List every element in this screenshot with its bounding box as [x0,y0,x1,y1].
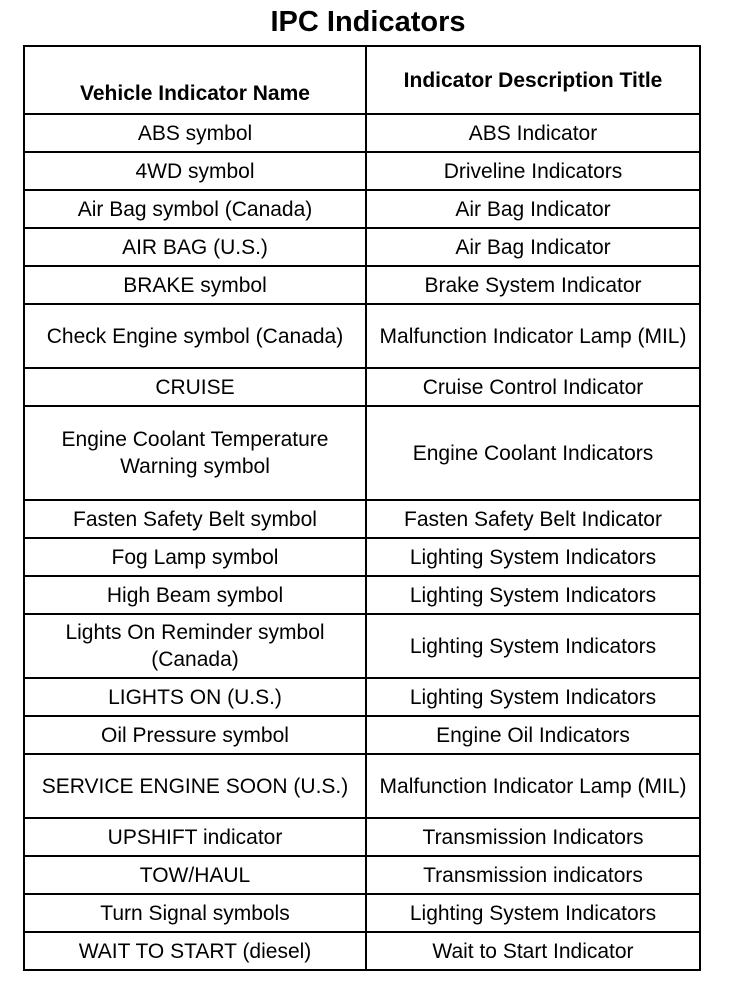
table-row [24,894,700,932]
table-row [24,152,700,190]
table-row [24,114,700,152]
indicator-description-cell: Transmission Indicators [366,818,700,856]
indicator-description-cell: Lighting System Indicators [366,894,700,932]
indicator-name-cell: ABS symbol [24,114,366,152]
indicator-description-cell: Lighting System Indicators [366,538,700,576]
column-header-indicator-name: Vehicle Indicator Name [24,46,366,114]
indicator-description-cell: Engine Coolant Indicators [366,406,700,500]
indicator-description-cell: Fasten Safety Belt Indicator [366,500,700,538]
indicator-name-cell: Fasten Safety Belt symbol [24,500,366,538]
indicator-name-cell: BRAKE symbol [24,266,366,304]
column-header-description-title: Indicator Description Title [366,46,700,114]
ipc-indicators-table [23,45,701,971]
indicator-name-cell: UPSHIFT indicator [24,818,366,856]
table-row [24,266,700,304]
indicator-name-cell: WAIT TO START (diesel) [24,932,366,970]
indicator-name-cell: CRUISE [24,368,366,406]
indicator-description-cell: Malfunction Indicator Lamp (MIL) [366,304,700,368]
table-row [24,818,700,856]
indicator-name-cell: AIR BAG (U.S.) [24,228,366,266]
indicator-description-cell: ABS Indicator [366,114,700,152]
table-header-row [24,46,700,114]
indicator-description-cell: Engine Oil Indicators [366,716,700,754]
table-row [24,228,700,266]
table-row [24,500,700,538]
indicator-name-cell: Air Bag symbol (Canada) [24,190,366,228]
table-row [24,716,700,754]
indicator-name-cell: Lights On Reminder symbol (Canada) [24,614,366,678]
indicator-description-cell: Wait to Start Indicator [366,932,700,970]
indicator-description-cell: Malfunction Indicator Lamp (MIL) [366,754,700,818]
table-row [24,190,700,228]
indicator-name-cell: High Beam symbol [24,576,366,614]
indicator-description-cell: Air Bag Indicator [366,190,700,228]
indicator-description-cell: Lighting System Indicators [366,614,700,678]
indicator-description-cell: Cruise Control Indicator [366,368,700,406]
table-row [24,368,700,406]
indicator-name-cell: Engine Coolant Temperature Warning symbol [24,406,366,500]
indicator-description-cell: Air Bag Indicator [366,228,700,266]
table-row [24,576,700,614]
table-row [24,538,700,576]
indicator-description-cell: Driveline Indicators [366,152,700,190]
indicator-description-cell: Brake System Indicator [366,266,700,304]
indicator-description-cell: Lighting System Indicators [366,576,700,614]
table-row [24,856,700,894]
indicator-description-cell: Lighting System Indicators [366,678,700,716]
indicator-name-cell: 4WD symbol [24,152,366,190]
indicator-name-cell: SERVICE ENGINE SOON (U.S.) [24,754,366,818]
indicator-name-cell: Fog Lamp symbol [24,538,366,576]
table-row [24,932,700,970]
indicator-name-cell: Turn Signal symbols [24,894,366,932]
table-row [24,754,700,818]
indicator-name-cell: LIGHTS ON (U.S.) [24,678,366,716]
table-row [24,304,700,368]
table-row [24,406,700,500]
indicator-name-cell: Oil Pressure symbol [24,716,366,754]
indicator-description-cell: Transmission indicators [366,856,700,894]
indicator-name-cell: TOW/HAUL [24,856,366,894]
table-row [24,678,700,716]
indicator-name-cell: Check Engine symbol (Canada) [24,304,366,368]
page-title: IPC Indicators [270,6,466,38]
table-row [24,614,700,678]
